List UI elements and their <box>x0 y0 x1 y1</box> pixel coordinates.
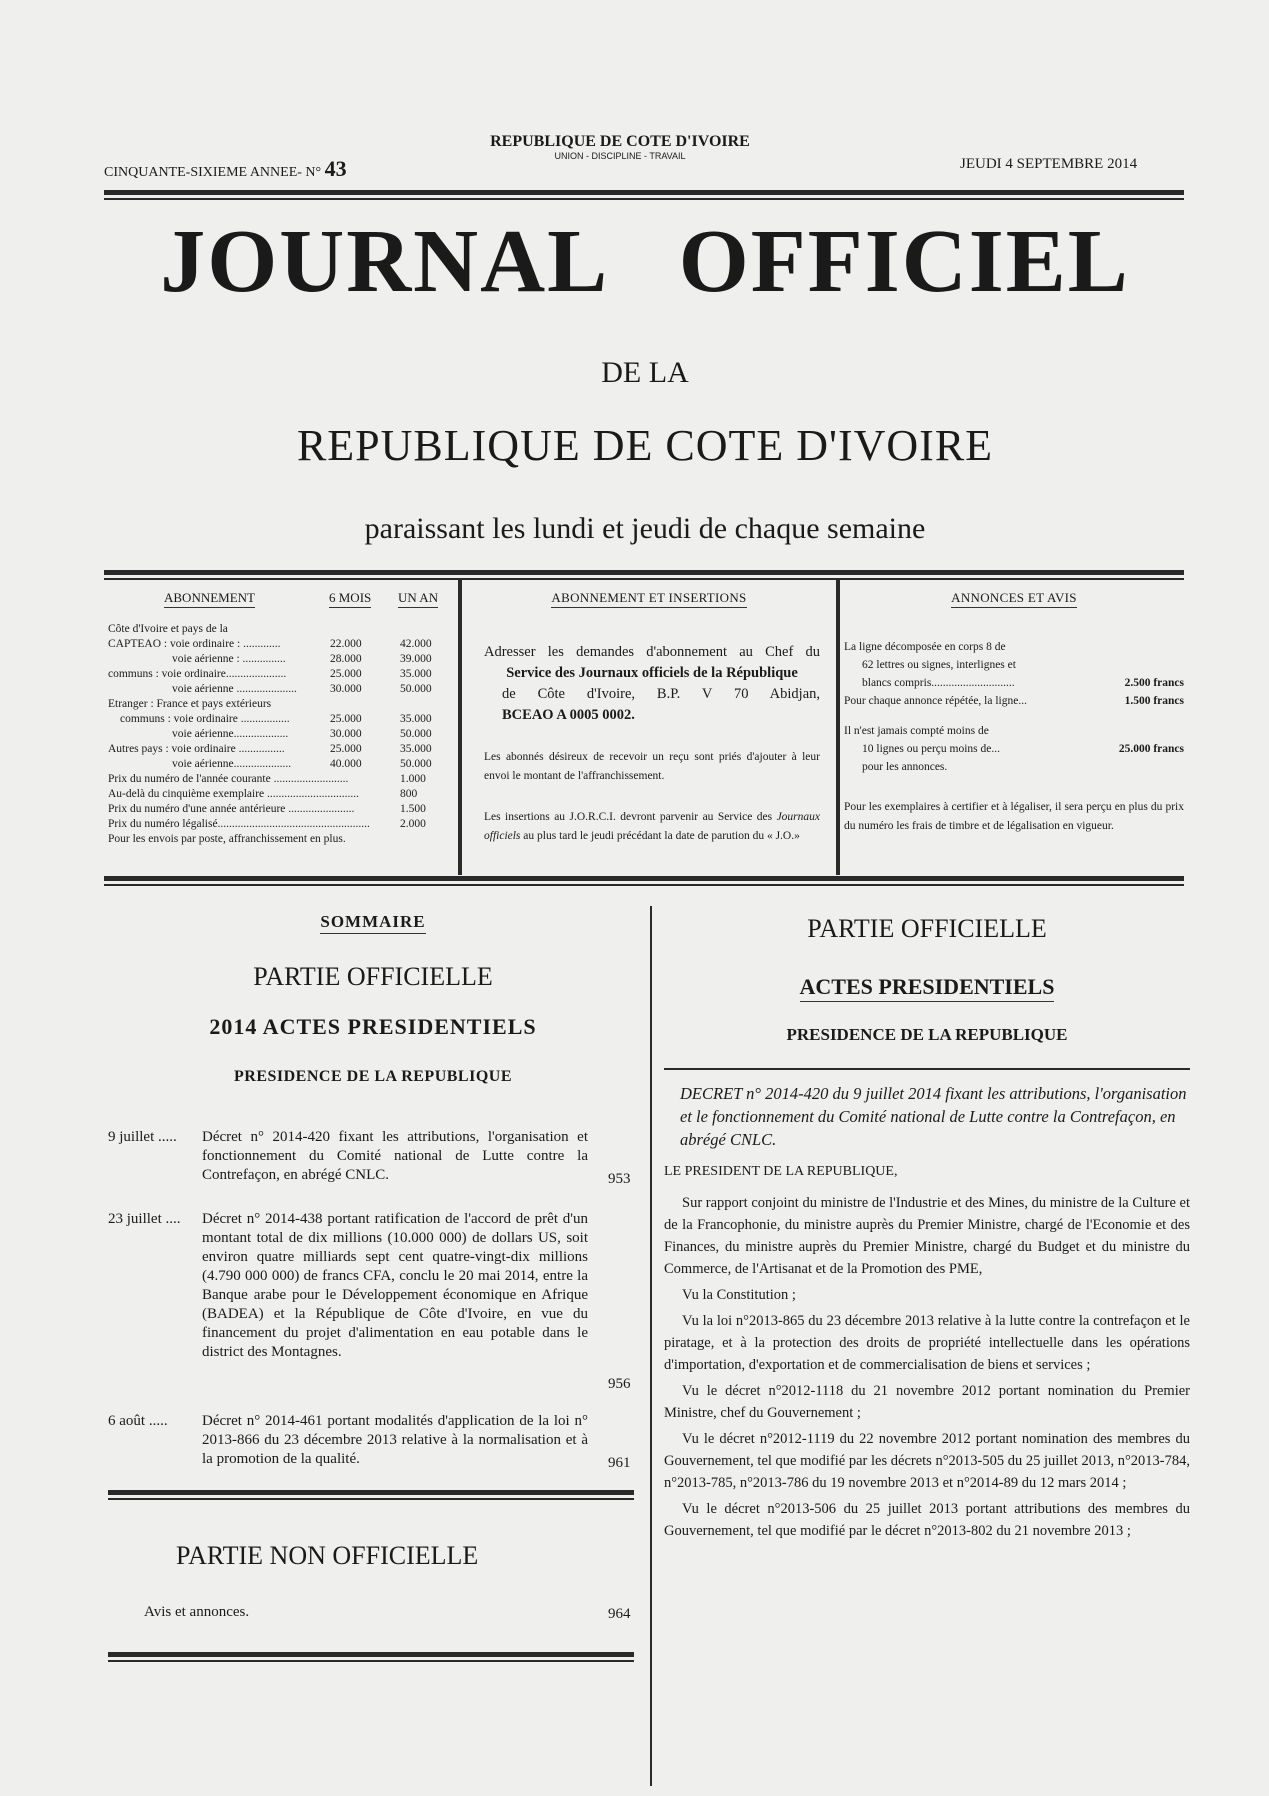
insertions-col <box>466 590 832 846</box>
abonnement-row-label: voie aérienne................... <box>172 728 289 740</box>
country-name: REPUBLIQUE DE COTE D'IVOIRE <box>490 133 750 150</box>
item-date: 6 août ..... <box>108 1413 168 1429</box>
infobox-divider-1 <box>458 580 462 875</box>
annonces-col <box>844 590 1184 836</box>
abonnement-row-label: voie aérienne.................... <box>172 758 292 770</box>
price-row-value: 2.000 <box>400 818 426 830</box>
item-text: Décret n° 2014-438 portant ratification de l'accord de prêt d'un montant total de dix millions (10.000 000) de dollars US, soit environ quatre milliards sept cent quatre-vingt-dix millions (4.790 000 000) de francs CFA, conclu le 20 mai 2014, entre la Banque arabe pour le Développement économique en Afrique (BADEA) et la République de Côte d'Ivoire, en vue du financement du projet d'alimentation en eau potable dans le district des Montagnes. <box>202 1211 588 1360</box>
decree-paragraph: Vu le décret n°2012-1118 du 21 novembre 2012 portant nomination du Premier Ministre, chef du Gouvernement ; <box>664 1383 1190 1421</box>
annonces-rates: La ligne décomposée en corps 8 de 62 lettres ou signes, interlignes et blancs compris............................. 2.500 francs Pour chaque annonce répétée, la ligne... 1.500 francs Il n'est jamais compté moins de 10 lignes ou perçu moins de... 25.000 francs pour les annonces. <box>844 641 1184 773</box>
column-divider <box>650 906 652 1786</box>
sommaire-title: SOMMAIRE <box>108 912 638 934</box>
decree-paragraph: Sur rapport conjoint du ministre de l'Industrie et des Mines, du ministre de la Culture et de la Francophonie, du ministre auprès du Premier Ministre, chargé de l'Economie et des Finances, du ministre auprès du Premier Ministre, chargé du Budget et du ministre du Commerce, de l'Artisanat et de la Promotion des PME, <box>664 1195 1190 1277</box>
right-presidence: PRESIDENCE DE LA REPUBLIQUE <box>786 1025 1068 1044</box>
abonnement-row-label: Autres pays : voie ordinaire ................ <box>108 743 285 755</box>
item-page: 956 <box>608 1376 631 1392</box>
item-text: Décret n° 2014-420 fixant les attributions, l'organisation et fonctionnement du Comité national de Lutte contre la Contrefaçon, en abrégé CNLC. <box>202 1129 588 1183</box>
abonnement-row-label: voie aérienne ..................... <box>172 683 297 695</box>
item-page: 953 <box>608 1171 631 1187</box>
infobox-bottom-rule <box>104 876 1184 886</box>
abonnement-row-6mois: 30.000 <box>330 683 362 695</box>
republic-title: REPUBLIQUE DE COTE D'IVOIRE <box>296 421 994 470</box>
issue-date: JEUDI 4 SEPTEMBRE 2014 <box>960 156 1138 172</box>
decree-paragraph: Vu la Constitution ; <box>682 1287 796 1303</box>
abonnement-row-label: communs : voie ordinaire ................. <box>120 713 290 725</box>
item-page: 961 <box>608 1455 631 1471</box>
issue-label <box>104 156 347 182</box>
avis-page: 964 <box>608 1606 631 1622</box>
abonnement-row-an: 35.000 <box>400 713 432 725</box>
sommaire-actes: 2014 ACTES PRESIDENTIELS <box>209 1014 537 1039</box>
insertions-title: ABONNEMENT ET INSERTIONS <box>466 590 832 606</box>
item-text: Décret n° 2014-461 portant modalités d'application de la loi n° 2013-866 du 23 décembre 2013 relative à la normalisation et à la promotion de la qualité. <box>202 1413 588 1467</box>
sommaire-partie-officielle: PARTIE OFFICIELLE <box>253 962 493 991</box>
right-partie-officielle: PARTIE OFFICIELLE <box>807 914 1047 943</box>
item-date: 23 juillet .... <box>108 1211 181 1227</box>
header-rule <box>104 190 1184 200</box>
sommaire-bottom-rule <box>108 1652 634 1662</box>
decree-body <box>664 1192 1190 1542</box>
price-row-value: 1.500 <box>400 803 426 815</box>
abonnement-row-6mois: 40.000 <box>330 758 362 770</box>
price-row-value: 1.000 <box>400 773 426 785</box>
insertions-address: Adresser les demandes d'abonnement au Chef du Service des Journaux officiels de la République de Côte d'Ivoire, B.P. V 70 Abidjan, BCEAO A 0005 0002. <box>484 644 820 723</box>
abonnement-row-6mois: 30.000 <box>330 728 362 740</box>
abonnement-row-an: 50.000 <box>400 683 432 695</box>
abonnement-row-label: voie aérienne : ............... <box>172 653 286 665</box>
abonnement-row-6mois: 25.000 <box>330 713 362 725</box>
abonnement-title: ABONNEMENT <box>164 590 255 608</box>
right-rule <box>664 1068 1190 1070</box>
legalisation-note: Pour les exemplaires à certifier et à légaliser, il sera perçu en plus du prix du numéro les frais de timbre et de légalisation en vigueur. <box>844 801 1184 832</box>
decree-paragraph: Vu la loi n°2013-865 du 23 décembre 2013 relative à la lutte contre la contrefaçon et le piratage, et à la protection des droits de propriété intellectuelle dans les opérations d'importation, d'exportation et de commercialisation de biens et services ; <box>664 1313 1190 1373</box>
six-months-header: 6 MOIS <box>329 590 371 608</box>
abonnement-row-6mois: 25.000 <box>330 743 362 755</box>
abonnement-row-an: 39.000 <box>400 653 432 665</box>
abonnement-row-an: 35.000 <box>400 668 432 680</box>
price-row-label: Pour les envois par poste, affranchissement en plus. <box>108 833 346 845</box>
sommaire-presidence: PRESIDENCE DE LA REPUBLIQUE <box>234 1068 512 1085</box>
abonnement-row-an: 50.000 <box>400 728 432 740</box>
abonnement-row-an: 50.000 <box>400 758 432 770</box>
price-row-label: Au-delà du cinquième exemplaire ................................ <box>108 788 360 800</box>
abonnement-row-an: 35.000 <box>400 743 432 755</box>
president-heading: LE PRESIDENT DE LA REPUBLIQUE, <box>664 1164 898 1179</box>
publication-frequency: paraissant les lundi et jeudi de chaque semaine <box>364 512 926 545</box>
decree-paragraph: Vu le décret n°2013-506 du 25 juillet 2013 portant attributions des membres du Gouvernement, tel que modifié par le décret n°2013-802 du 21 novembre 2013 ; <box>664 1501 1190 1539</box>
journal-title: JOURNAL OFFICIEL <box>160 212 1130 311</box>
country-motto: UNION - DISCIPLINE - TRAVAIL <box>554 151 686 161</box>
decree-paragraph: Vu le décret n°2012-1119 du 22 novembre 2012 portant nomination des membres du Gouvernement, tel que modifié par les décrets n°2013-505 du 25 juillet 2013, n°2013-784, n°2013-785, n°2013-786 du 19 novembre 2013 et n°2014-89 du 12 mars 2014 ; <box>664 1431 1190 1491</box>
issue-text: CINQUANTE-SIXIEME ANNEE- N° <box>104 165 322 180</box>
de-la: DE LA <box>601 356 689 389</box>
abonnement-row-6mois: 28.000 <box>330 653 362 665</box>
infobox-top-rule <box>104 570 1184 580</box>
price-row-label: Prix du numéro légalisé..................................................... <box>108 818 370 830</box>
issue-number: 43 <box>324 156 347 181</box>
one-year-header: UN AN <box>398 590 438 608</box>
price-row-label: Prix du numéro d'une année antérieure ....................... <box>108 803 355 815</box>
abonnement-row-label: CAPTEAO : voie ordinaire : ............. <box>108 638 281 650</box>
country-block <box>440 133 800 161</box>
insertions-deadline: Les insertions au J.O.R.C.I. devront parvenir au Service des Journaux officiels au plus tard le jeudi précédant la date de parution du « J.O.» <box>484 811 820 842</box>
sommaire-rule <box>108 1490 634 1500</box>
infobox-divider-2 <box>836 580 840 875</box>
item-date: 9 juillet ..... <box>108 1129 177 1145</box>
abonnement-row-6mois: 22.000 <box>330 638 362 650</box>
annonces-title: ANNONCES ET AVIS <box>844 590 1184 606</box>
partie-non-officielle: PARTIE NON OFFICIELLE <box>176 1541 479 1570</box>
decree-title: DECRET n° 2014-420 du 9 juillet 2014 fixant les attributions, l'organisation et le fonctionnement du Comité national de Lutte contre la Contrefaçon, en abrégé CNLC. <box>680 1084 1187 1149</box>
price-row-label: Prix du numéro de l'année courante .......................... <box>108 773 349 785</box>
price-row-value: 800 <box>400 788 418 800</box>
abonnement-row-an: 42.000 <box>400 638 432 650</box>
avis-annonces[interactable]: Avis et annonces. <box>144 1604 250 1620</box>
abonnement-row-label: communs : voie ordinaire..................... <box>108 668 287 680</box>
receipt-note: Les abonnés désireux de recevoir un reçu sont priés d'ajouter à leur envoi le montant de l'affranchissement. <box>484 751 820 782</box>
abonnement-row-6mois: 25.000 <box>330 668 362 680</box>
right-actes: ACTES PRESIDENTIELS <box>662 974 1192 1002</box>
abonnement-row-label: Etranger : France et pays extérieurs <box>108 698 272 710</box>
abonnement-row-label: Côte d'Ivoire et pays de la <box>108 623 228 635</box>
